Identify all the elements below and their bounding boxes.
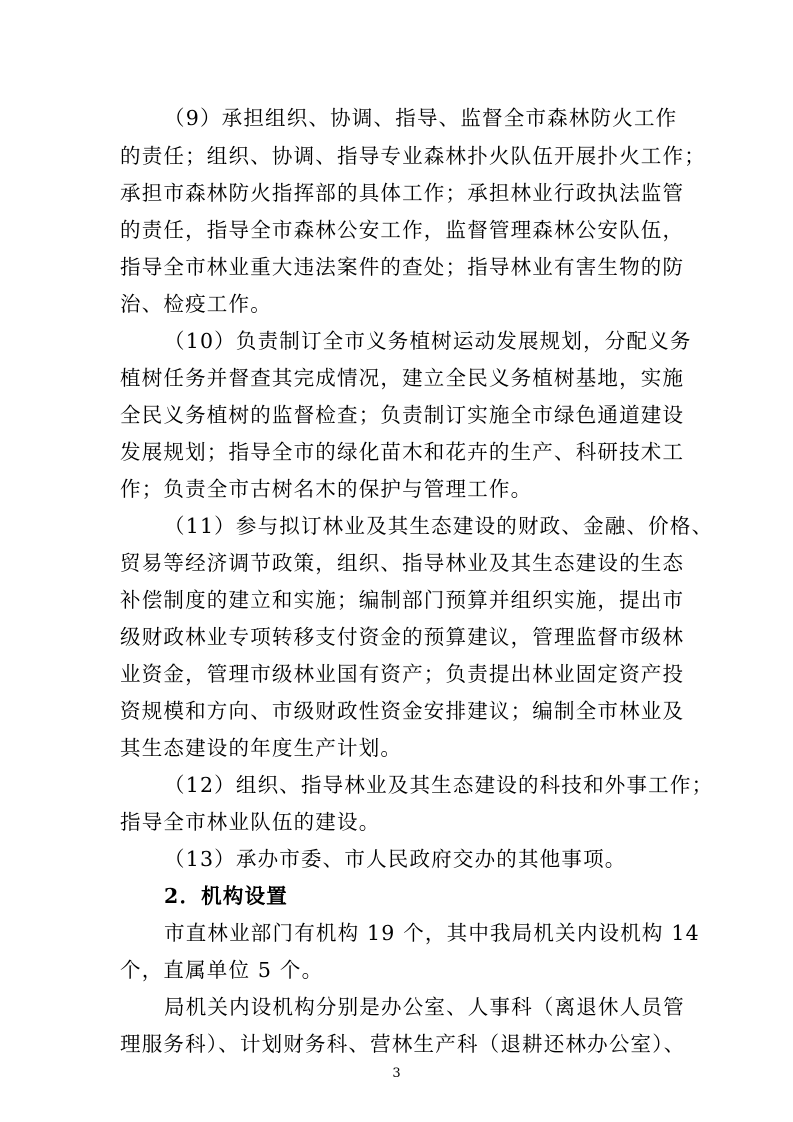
paragraph-11-line-7: 其生态建设的年度生产计划。 bbox=[120, 736, 403, 760]
paragraph-11-line-3: 补偿制度的建立和实施；编制部门预算并组织实施，提出市 bbox=[120, 588, 685, 612]
paragraph-11-line-4: 级财政林业专项转移支付资金的预算建议，管理监督市级林 bbox=[120, 625, 685, 649]
paragraph-9-line-2: 的责任；组织、协调、指导专业森林扑火队伍开展扑火工作； bbox=[120, 144, 706, 168]
paragraph-9-line-1: （9）承担组织、协调、指导、监督全市森林防火工作 bbox=[164, 106, 678, 130]
page-number: 3 bbox=[392, 1066, 401, 1081]
paragraph-13-line-1: （13）承办市委、市人民政府交办的其他事项。 bbox=[164, 847, 627, 871]
paragraph-10-line-2: 植树任务并督查其完成情况，建立全民义务植树基地，实施 bbox=[120, 366, 685, 390]
paragraph-9-line-3: 承担市森林防火指挥部的具体工作；承担林业行政执法监管 bbox=[120, 181, 685, 205]
institutions-line-2: 个，直属单位 5 个。 bbox=[120, 958, 324, 982]
paragraph-11-line-6: 资规模和方向、市级财政性资金安排建议；编制全市林业及 bbox=[120, 699, 685, 723]
paragraph-11-line-1: （11）参与拟订林业及其生态建设的财政、金融、价格、 bbox=[164, 514, 714, 538]
departments-line-1: 局机关内设机构分别是办公室、人事科（离退休人员管 bbox=[164, 995, 685, 1019]
paragraph-10-line-3: 全民义务植树的监督检查；负责制订实施全市绿色通道建设 bbox=[120, 403, 685, 427]
paragraph-10-line-5: 作；负责全市古树名木的保护与管理工作。 bbox=[120, 477, 533, 501]
paragraph-10-line-4: 发展规划；指导全市的绿化苗木和花卉的生产、科研技术工 bbox=[120, 440, 685, 464]
departments-line-2: 理服务科）、计划财务科、营林生产科（退耕还林办公室）、 bbox=[120, 1032, 686, 1056]
institutions-line-1: 市直林业部门有机构 19 个，其中我局机关内设机构 14 bbox=[164, 921, 700, 945]
paragraph-9-line-6: 治、检疫工作。 bbox=[120, 292, 272, 316]
section-heading: 2．机构设置 bbox=[164, 884, 288, 908]
paragraph-9-line-4: 的责任，指导全市森林公安工作，监督管理森林公安队伍， bbox=[120, 218, 685, 242]
paragraph-12-line-1: （12）组织、指导林业及其生态建设的科技和外事工作； bbox=[164, 773, 714, 797]
paragraph-11-line-5: 业资金，管理市级林业国有资产；负责提出林业固定资产投 bbox=[120, 662, 685, 686]
paragraph-12-line-2: 指导全市林业队伍的建设。 bbox=[120, 810, 381, 834]
paragraph-11-line-2: 贸易等经济调节政策，组织、指导林业及其生态建设的生态 bbox=[120, 551, 685, 575]
paragraph-10-line-1: （10）负责制订全市义务植树运动发展规划，分配义务 bbox=[164, 329, 692, 353]
paragraph-9-line-5: 指导全市林业重大违法案件的查处；指导林业有害生物的防 bbox=[120, 255, 685, 279]
